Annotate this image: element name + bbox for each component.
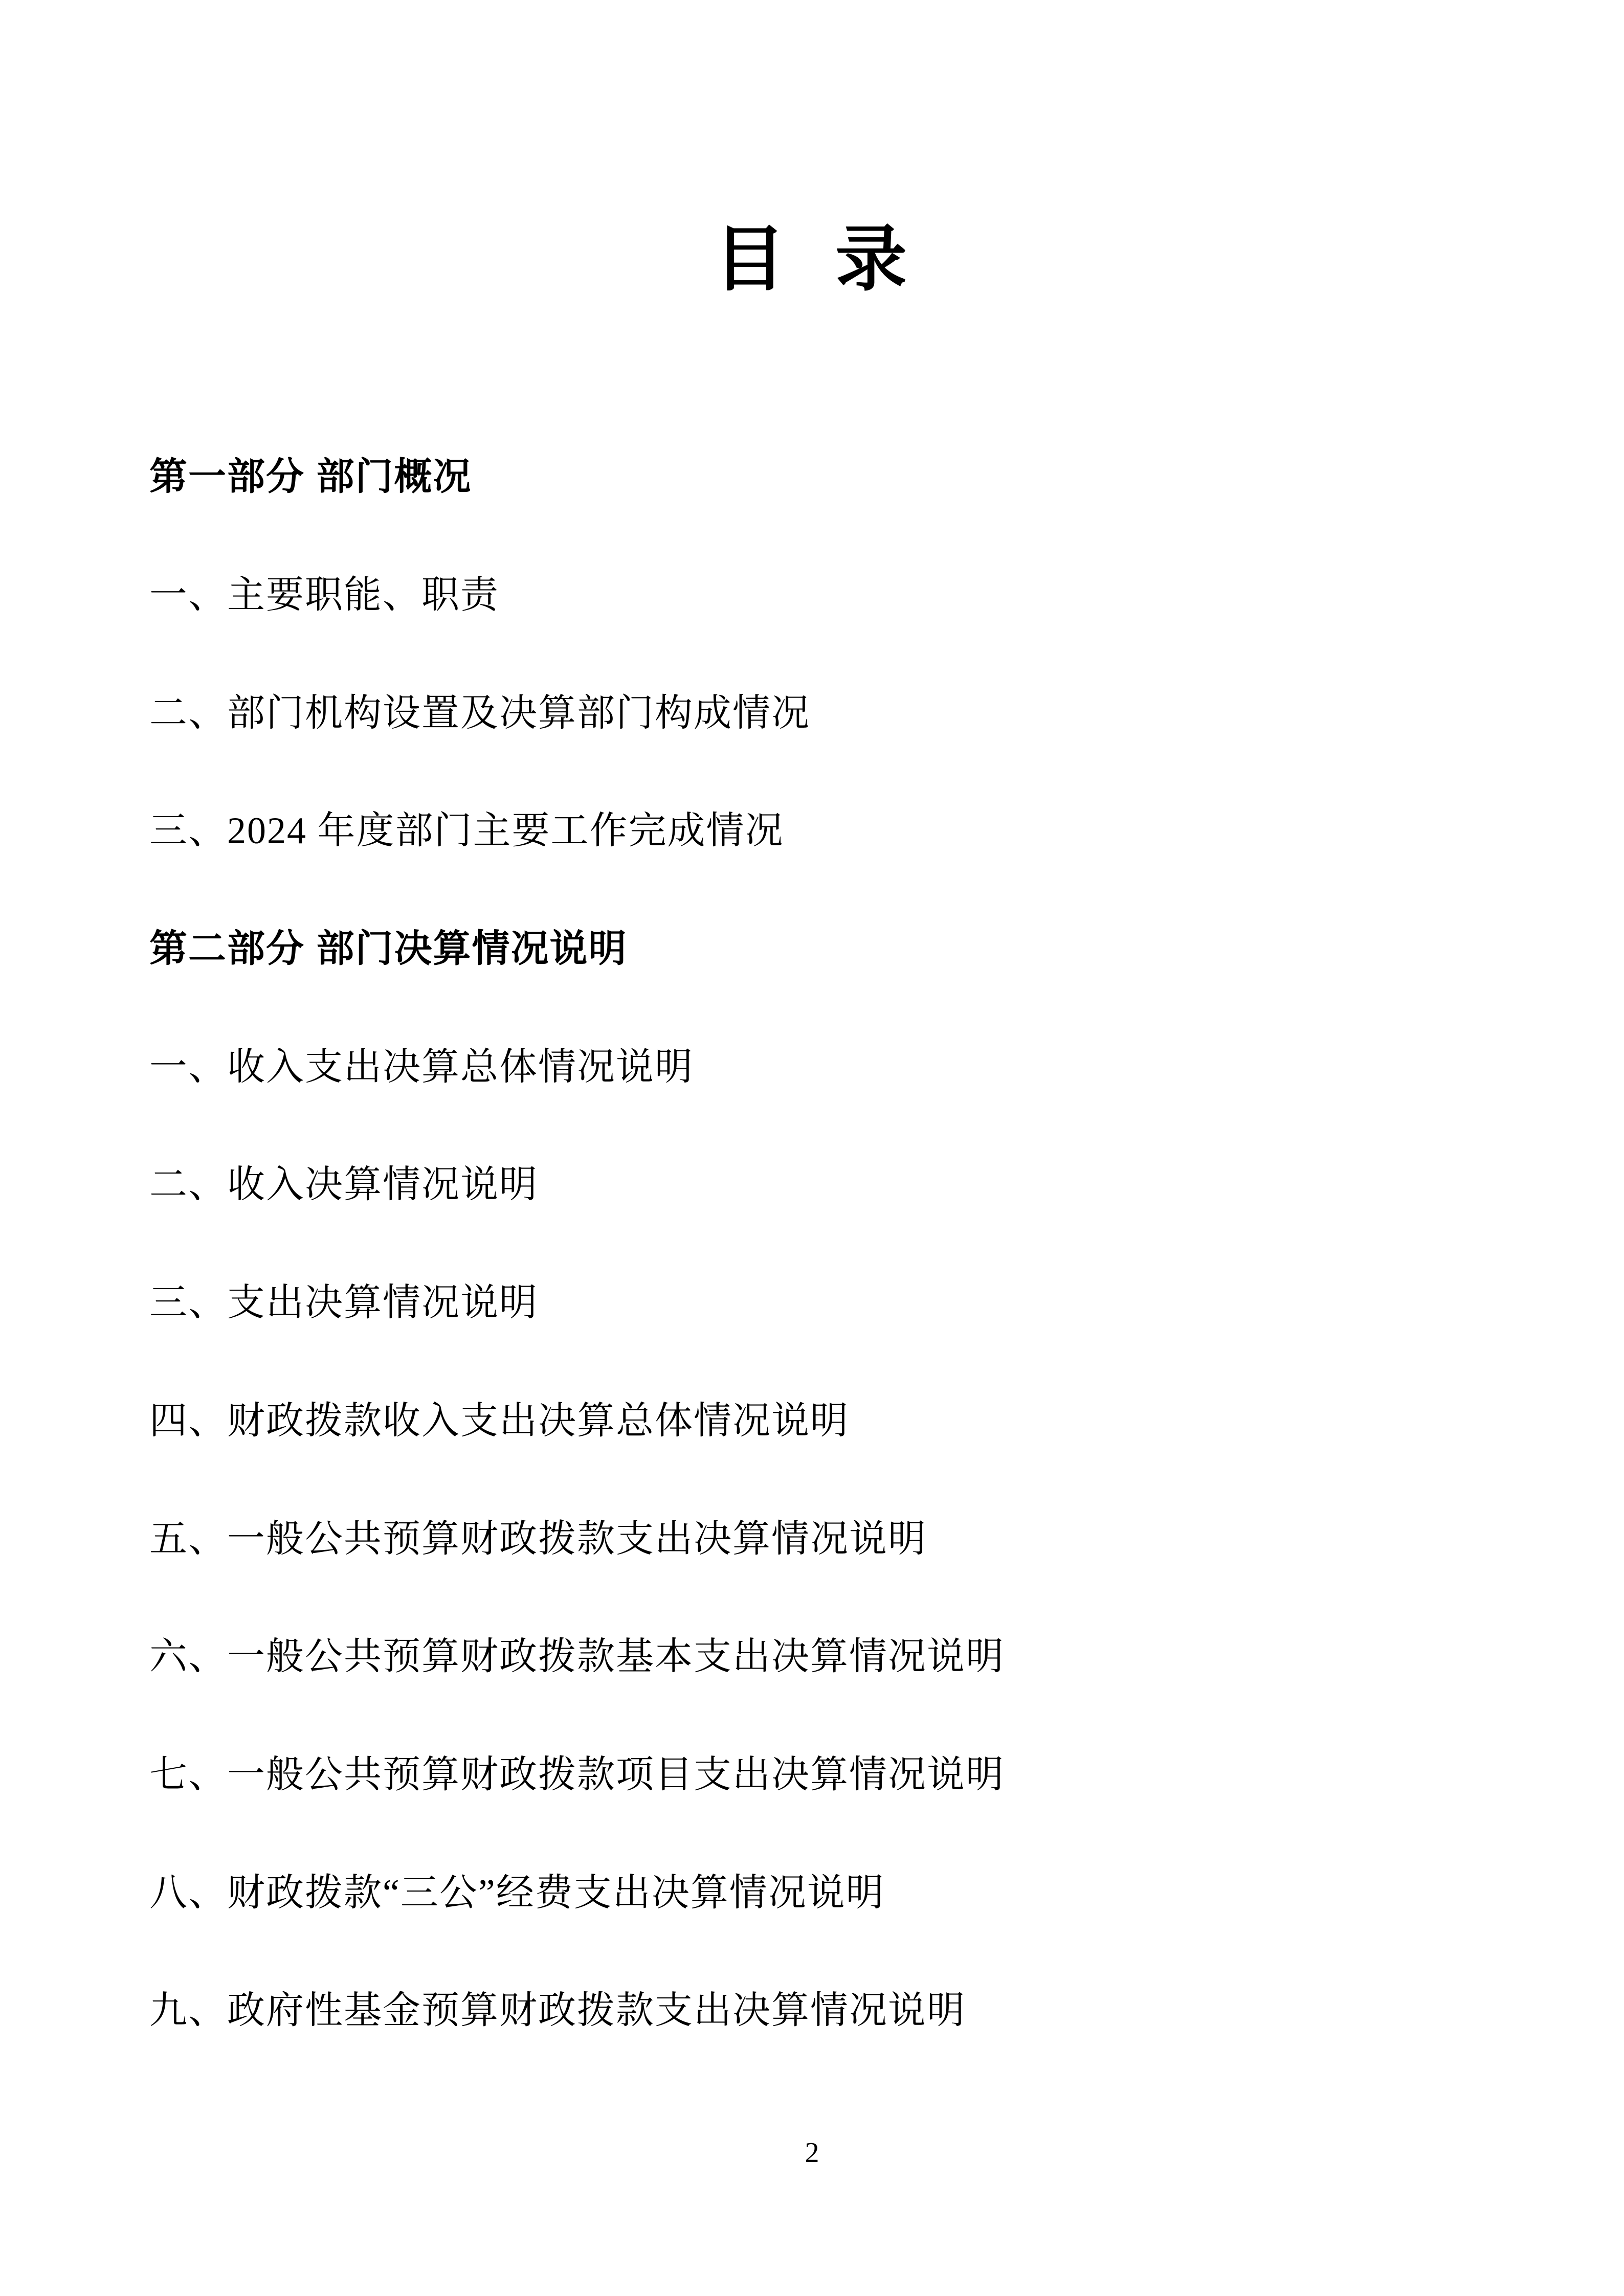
toc-item-part2-1: 一、收入支出决算总体情况说明 xyxy=(149,1046,694,1088)
toc-item-part2-4: 四、财政拨款收入支出决算总体情况说明 xyxy=(149,1400,849,1442)
toc-item-part2-8: 八、财政拨款“三公”经费支出决算情况说明 xyxy=(149,1872,885,1914)
toc-item-part2-7: 七、一般公共预算财政拨款项目支出决算情况说明 xyxy=(149,1753,1005,1796)
page-title: 目 录 xyxy=(714,220,910,300)
toc-item-part2-5: 五、一般公共预算财政拨款支出决算情况说明 xyxy=(149,1518,927,1560)
toc-item-part1-2: 二、部门机构设置及决算部门构成情况 xyxy=(149,692,810,734)
page-number: 2 xyxy=(805,2137,819,2169)
table-of-contents xyxy=(149,415,1475,2066)
toc-item-part2-6: 六、一般公共预算财政拨款基本支出决算情况说明 xyxy=(149,1636,1005,1678)
toc-item-part2-2: 二、收入决算情况说明 xyxy=(149,1164,538,1206)
toc-item-part1-1: 一、主要职能、职责 xyxy=(149,574,499,617)
toc-section-part1: 第一部分 部门概况 xyxy=(149,455,472,498)
toc-item-part2-9: 九、政府性基金预算财政拨款支出决算情况说明 xyxy=(149,1990,966,2032)
toc-section-part2: 第二部分 部门决算情况说明 xyxy=(149,927,628,970)
toc-item-part1-3: 三、2024 年度部门主要工作完成情况 xyxy=(149,810,784,852)
toc-item-part2-3: 三、支出决算情况说明 xyxy=(149,1282,538,1324)
